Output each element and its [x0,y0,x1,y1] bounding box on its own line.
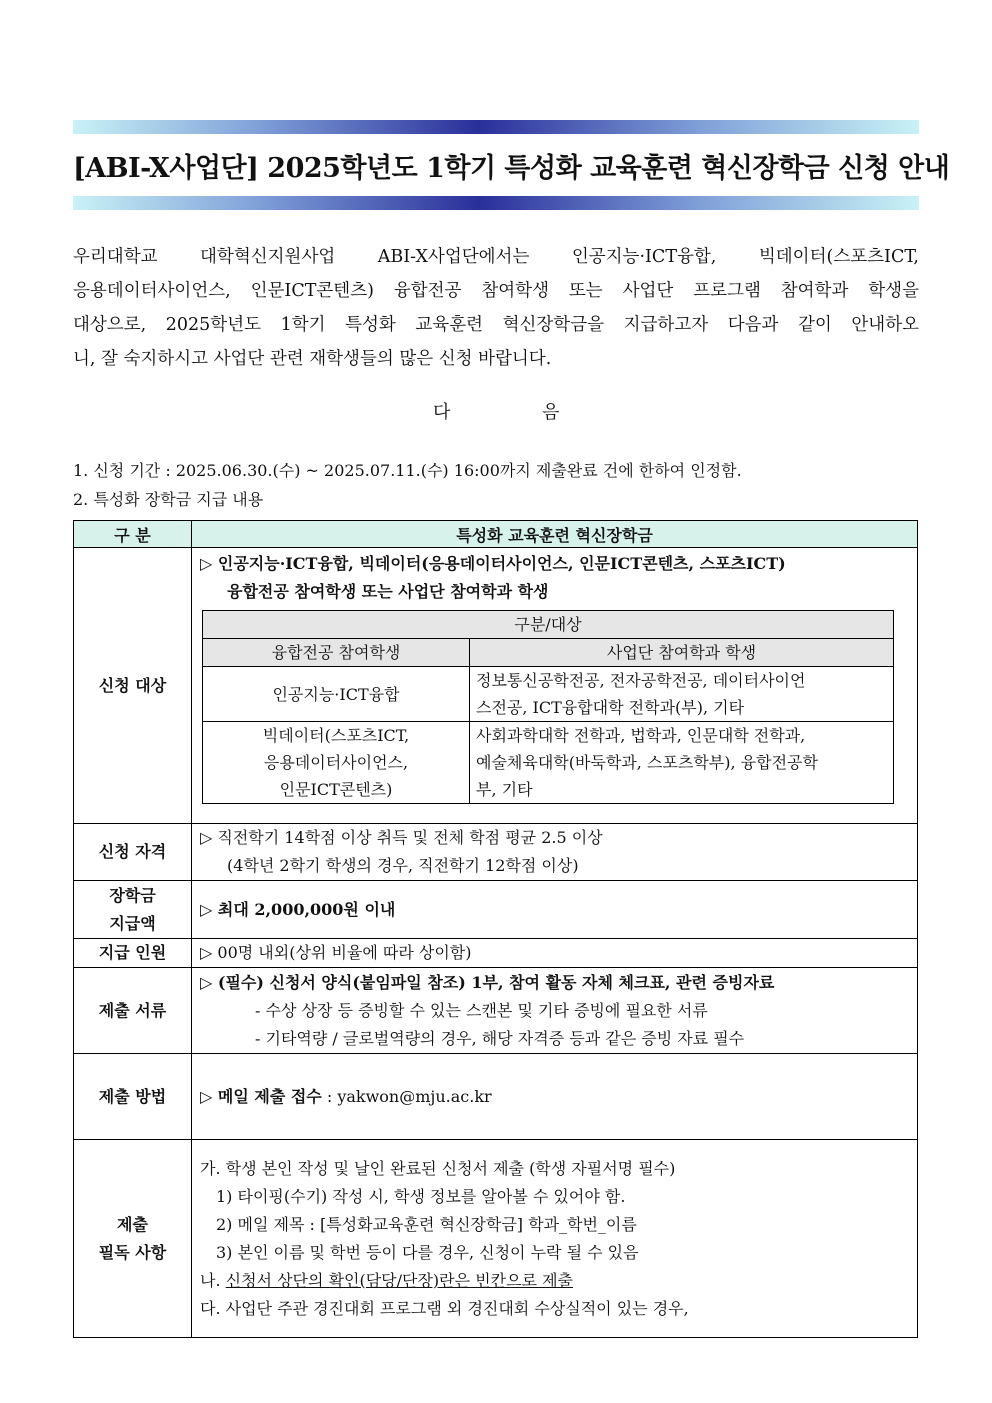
target-line-1: ▷ 인공지능·ICT융합, 빅데이터(응용데이터사이언스, 인문ICT콘텐츠, 스포츠ICT) [200,554,786,573]
label-target: 신청 대상 [74,548,192,824]
inner-row2-right-3: 부, 기타 [476,780,533,799]
inner-row2-left-3: 인문ICT콘텐츠) [279,780,393,799]
header-category: 구 분 [74,521,192,548]
qualification-line-2: (4학년 2학기 학생의 경우, 직전학기 12학점 이상) [227,856,579,875]
scholarship-table [73,520,918,1338]
label-count: 지급 인원 [74,939,192,968]
target-line-2: 융합전공 참여학생 또는 사업단 참여학과 학생 [227,582,549,601]
inner-row1-right-1: 정보통신공학전공, 전자공학전공, 데이터사이언 [476,671,806,690]
notes-line-3: 2) 메일 제목 : [특성화교육훈련 혁신장학금] 학과_학번_이름 [216,1214,637,1234]
notes-line-6: 다. 사업단 주관 경진대회 프로그램 외 경진대회 수상실적이 있는 경우, [200,1298,689,1318]
inner-col-department: 사업단 참여학과 학생 [470,639,894,667]
notes-line-5-prefix: 나. [200,1270,226,1290]
documents-line-3: - 기타역량 / 글로벌역량의 경우, 해당 자격증 등과 같은 증빙 자료 필수 [255,1028,745,1048]
amount-text: ▷ 최대 2,000,000원 이내 [192,881,918,939]
notes-line-5-underlined: 신청서 상단의 확인(담당/단장)란은 빈칸으로 제출 [225,1270,573,1290]
inner-row1-right-2: 스전공, ICT융합대학 전학과(부), 기타 [476,698,745,717]
label-qualification: 신청 자격 [74,824,192,881]
intro-line: 니, 잘 숙지하시고 사업단 관련 재학생들의 많은 신청 바랍니다. [73,349,552,369]
intro-paragraph [73,240,919,376]
inner-row2-left-2: 응용데이터사이언스, [263,753,409,772]
notes-line-2: 1) 타이핑(수기) 작성 시, 학생 정보를 알아볼 수 있어야 함. [216,1186,626,1206]
documents-line-2: - 수상 상장 등 증빙할 수 있는 스캔본 및 기타 증빙에 필요한 서류 [255,1000,708,1020]
count-text: ▷ 00명 내외(상위 비율에 따라 상이함) [192,939,918,968]
intro-line: 응용데이터사이언스, 인문ICT콘텐츠) 융합전공 참여학생 또는 사업단 프로그램 참여학과 학생을 [73,281,919,301]
header-scholarship: 특성화 교육훈련 혁신장학금 [192,521,918,548]
item-application-period: 1. 신청 기간 : 2025.06.30.(수) ~ 2025.07.11.(수) 16:00까지 제출완료 건에 한하여 인정함. [73,461,742,480]
label-documents: 제출 서류 [74,968,192,1054]
label-amount-1: 장학금 [109,885,156,905]
method-email: : yakwon@mju.ac.kr [321,1086,492,1106]
target-inner-table [202,610,894,804]
heading-eum: 음 [542,402,560,423]
inner-title: 구분/대상 [203,611,894,639]
page-title: [ABI-X사업단] 2025학년도 1학기 특성화 교육훈련 혁신장학금 신청 안내 [73,153,950,184]
intro-line: 대상으로, 2025학년도 1학기 특성화 교육훈련 혁신장학금을 지급하고자 다음과 같이 안내하오 [73,315,919,335]
intro-line: 우리대학교 대학혁신지원사업 ABI-X사업단에서는 인공지능·ICT융합, 빅데이터(스포츠ICT, [73,247,919,267]
label-notes-1: 제출 [117,1214,148,1234]
documents-line-1: ▷ (필수) 신청서 양식(붙임파일 참조) 1부, 참여 활동 자체 체크표, 관련 증빙자료 [200,972,775,992]
inner-row2-right-2: 예술체육대학(바둑학과, 스포츠학부), 융합전공학 [476,753,818,772]
heading-da: 다 [433,402,451,423]
label-notes-2: 필독 사항 [98,1242,167,1262]
title-bar-top [73,120,919,134]
notes-line-1: 가. 학생 본인 작성 및 날인 완료된 신청서 제출 (학생 자필서명 필수) [200,1158,676,1178]
inner-row1-left: 인공지능·ICT융합 [203,667,470,722]
inner-row2-left-1: 빅데이터(스포츠ICT, [262,726,410,745]
method-label: ▷ 메일 제출 접수 [200,1086,322,1106]
label-amount-2: 지급액 [109,913,156,933]
notes-line-4: 3) 본인 이름 및 학번 등이 다를 경우, 신청이 누락 될 수 있음 [216,1242,639,1262]
inner-row2-right-1: 사회과학대학 전학과, 법학과, 인문대학 전학과, [476,726,806,745]
item-scholarship-content: 2. 특성화 장학금 지급 내용 [73,490,264,509]
qualification-line-1: ▷ 직전학기 14학점 이상 취득 및 전체 학점 평균 2.5 이상 [200,828,603,847]
label-method: 제출 방법 [74,1054,192,1140]
inner-col-convergence: 융합전공 참여학생 [203,639,470,667]
title-bar-bottom [73,196,919,210]
